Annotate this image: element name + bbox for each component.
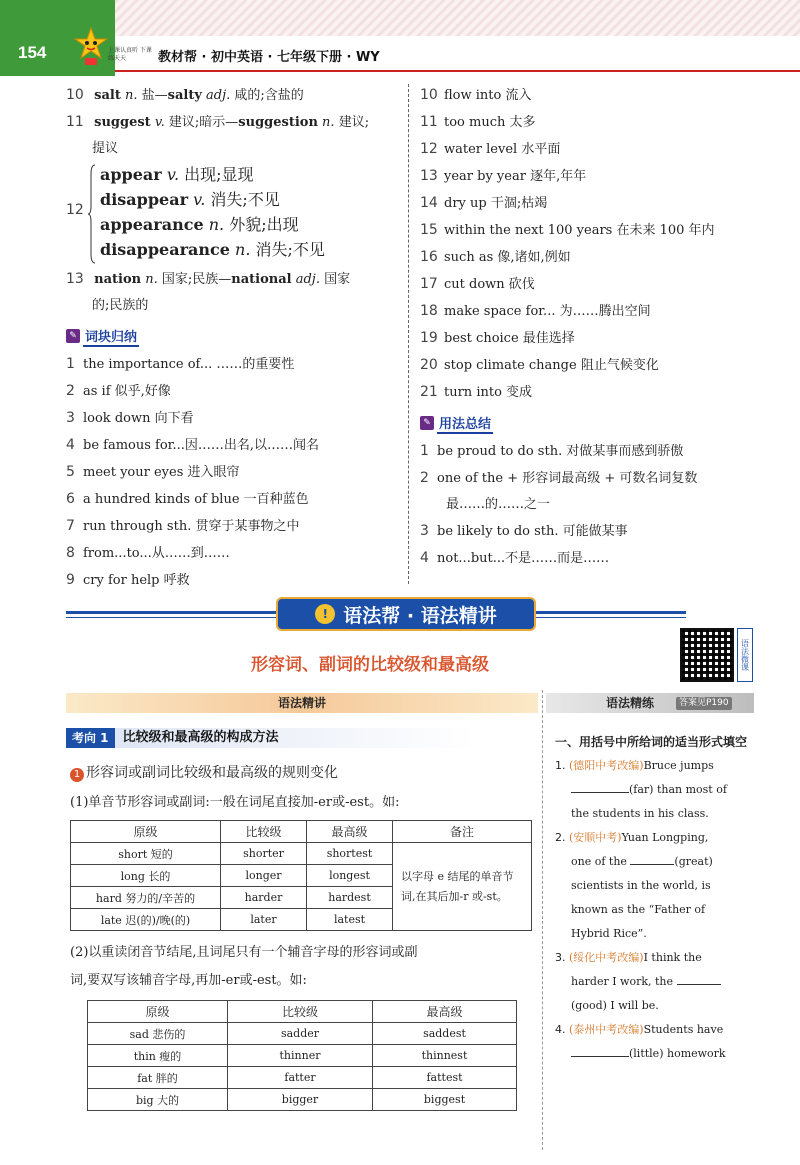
answer-blank[interactable] [630,853,674,865]
vocab-item-11: 11 suggest v. 建议;暗示—suggestion n. 建议; [66,114,370,130]
kaoxiang-badge: 考向 1 [66,728,115,748]
list-item [420,109,760,136]
table-header-row [88,1001,517,1023]
list-item [66,567,396,594]
item-text: the importance of... ……的重要性 [83,357,295,372]
list-item [420,518,760,545]
table-header-cell: 最高级 [307,821,393,843]
item-text: be proud to do sth. 对做某事而感到骄傲 [437,444,684,459]
item-text: run through sth. 贯穿于某事物之中 [83,519,300,534]
list-item [66,513,396,540]
exercise-item-1: 1. (德阳中考改编)Bruce jumps (far) than most of the students in his class. [555,759,727,820]
grammar-explain-header: 语法精讲 [66,693,538,713]
header-rule [115,70,800,72]
answer-blank[interactable] [571,1045,629,1057]
table-cell: thinnest [373,1045,517,1067]
item-text: dry up 干涸;枯竭 [444,196,548,211]
list-item [420,379,760,406]
table-row [88,1067,517,1089]
table-cell: late 迟(的)/晚(的) [71,909,221,931]
table-cell: shortest [307,843,393,865]
table-cell: big 大的 [88,1089,228,1111]
phrases-list-right [420,82,760,406]
item-number: 14 [420,195,438,211]
item-number: 7 [66,518,75,534]
list-item [420,190,760,217]
answer-reference-badge: 答案见P190 [676,697,732,710]
list-item [420,82,760,109]
item-text: from...to...从……到…… [83,546,230,561]
page-number: 154 [18,43,47,62]
table-cell: fatter [228,1067,373,1089]
table-cell: fat 胖的 [88,1067,228,1089]
item-number: 10 [420,87,438,103]
vocab-item-12: 12 appear v. 出现;显现 disappear v. 消失;不见 appearance n. 外貌;出现 disappearance n. 消失;不见 [66,162,396,266]
table-cell: bigger [228,1089,373,1111]
item-text: meet your eyes 进入眼帘 [83,465,240,480]
grammar-banner [276,597,536,631]
header-stripe [115,0,800,36]
list-item-cont: 最……的……之一 [446,497,551,512]
table-row [88,1045,517,1067]
item-number: 2 [66,383,75,399]
table-cell: short 短的 [71,843,221,865]
table-cell: biggest [373,1089,517,1111]
item-text: make space for... 为……腾出空间 [444,304,651,319]
brace-icon [88,164,96,264]
item-number: 16 [420,249,438,265]
item-text: best choice 最佳选择 [444,331,575,346]
item-number: 8 [66,545,75,561]
item-text: one of the + 形容词最高级 + 可数名词复数 [437,471,698,486]
item-number: 6 [66,491,75,507]
list-item [66,405,396,432]
table-header-cell: 原级 [71,821,221,843]
item-number: 1 [420,443,429,459]
grammar-practice-header: 语法精练 [546,693,754,713]
list-item [420,545,760,572]
item-number: 18 [420,303,438,319]
table-header-cell: 备注 [393,821,532,843]
list-item [420,244,760,271]
answer-blank[interactable] [571,781,629,793]
table-cell: harder [221,887,307,909]
column-divider [408,84,409,584]
item-text: turn into 变成 [444,385,533,400]
vocab-item-13-cont: 的;民族的 [92,298,149,313]
usage-tag-icon: ✎ [420,416,434,430]
item-number: 21 [420,384,438,400]
item-number: 3 [420,523,429,539]
table-cell: latest [307,909,393,931]
table-header-cell: 比较级 [221,821,307,843]
vocab-12-appearance: appearance n. 外貌;出现 [100,215,299,234]
list-item [420,298,760,325]
item-text: within the next 100 years 在未来 100 年内 [444,223,715,238]
item-number: 13 [420,168,438,184]
item-text: year by year 逐年,年年 [444,169,587,184]
item-number: 9 [66,572,75,588]
lower-column-divider [542,690,543,1150]
list-item [420,271,760,298]
item-number: 17 [420,276,438,292]
table-cell: longest [307,865,393,887]
item-text: as if 似乎,好像 [83,384,171,399]
item-text: look down 向下看 [83,411,194,426]
banner-title: 语法帮 · 语法精讲 [343,604,497,627]
exercise-item-4: 4. (泰州中考改编)Students have (little) homework [555,1023,726,1060]
rule-para-2a: (2)以重读闭音节结尾,且词尾只有一个辅音字母的形容词或副 [70,945,418,960]
item-number: 12 [420,141,438,157]
phrases-list-left [66,351,396,594]
usage-list [420,438,760,572]
list-item [420,136,760,163]
item-number: 3 [66,410,75,426]
comparison-table-2 [87,1000,517,1111]
exercise-item-2: 2. (安顺中考)Yuan Longping, one of the (great) scientists in the world, is known as the “Father of Hybrid Rice”. [555,831,713,940]
item-text: be likely to do sth. 可能做某事 [437,524,628,539]
table-cell: sad 悲伤的 [88,1023,228,1045]
exercise-item-3: 3. (绥化中考改编)I think the harder I work, the (good) I will be. [555,946,755,1018]
item-text: not...but...不是……而是…… [437,551,610,566]
table-row [88,1023,517,1045]
table-row [71,843,532,865]
table-cell: later [221,909,307,931]
header-slogan: 上课认真听 下课练天天 [108,47,152,62]
vocab-item-10: 10 salt n. 盐—salty adj. 咸的;含盐的 [66,87,304,103]
item-number: 5 [66,464,75,480]
table-cell: thinner [228,1045,373,1067]
table-note: 以字母 e 结尾的单音节词,在其后加-r 或-st。 [393,843,532,931]
item-text: cut down 砍伐 [444,277,535,292]
item-number: 2 [420,470,429,486]
list-item [66,351,396,378]
right-column [420,82,760,572]
table-header-row [71,821,532,843]
star-mascot-icon [74,26,108,66]
left-column [66,82,396,594]
item-number: 20 [420,357,438,373]
table-cell: sadder [228,1023,373,1045]
item-number: 19 [420,330,438,346]
list-item [420,163,760,190]
table-cell: saddest [373,1023,517,1045]
list-item [66,486,396,513]
item-text: a hundred kinds of blue 一百种蓝色 [83,492,309,507]
item-number: 1 [66,356,75,372]
phrases-section-tag: ✎ 词块归纳 [66,323,396,349]
item-number: 4 [420,550,429,566]
list-item [66,459,396,486]
table-header-cell: 原级 [88,1001,228,1023]
list-item [420,217,760,244]
table-header-cell: 比较级 [228,1001,373,1023]
vocab-12-appear: appear v. 出现;显现 [100,165,254,184]
list-item [420,438,760,465]
table-row [88,1089,517,1111]
vocab-12-disappearance: disappearance n. 消失;不见 [100,240,325,259]
usage-section-tag: ✎ 用法总结 [420,410,760,436]
table-cell: shorter [221,843,307,865]
list-item [66,432,396,459]
table-cell: long 长的 [71,865,221,887]
list-item [420,465,760,492]
list-item [420,325,760,352]
item-number: 15 [420,222,438,238]
exercise-column [555,730,755,1066]
vocab-12-disappear: disappear v. 消失;不见 [100,190,280,209]
answer-blank[interactable] [677,973,721,985]
item-text: cry for help 呼救 [83,573,190,588]
rule-para-1: (1)单音节形容词或副词:一般在词尾直接加-er或-est。如: [70,795,400,810]
item-text: water level 水平面 [444,142,561,157]
kaoxiang-title: 比较级和最高级的构成方法 [115,728,475,748]
table-cell: longer [221,865,307,887]
header-title: 教材帮 · 初中英语 · 七年级下册 · WY [158,50,380,65]
main-title: 形容词、副词的比较级和最高级 [251,655,489,675]
list-item [66,378,396,405]
table-cell: hardest [307,887,393,909]
page-header [0,0,800,78]
lightbulb-icon: ! [315,604,335,624]
table-cell: hard 努力的/辛苦的 [71,887,221,909]
item-text: be famous for...因……出名,以……闻名 [83,438,319,453]
item-text: such as 像,诸如,例如 [444,250,571,265]
item-number: 4 [66,437,75,453]
item-text: flow into 流入 [444,88,532,103]
list-item [66,540,396,567]
rule-number-badge: 1 [70,768,84,782]
vocab-item-11-cont: 提议 [92,141,119,156]
table-header-cell: 最高级 [373,1001,517,1023]
qr-label: 语法微课 [737,628,753,682]
rule-heading: 1 形容词或副词比较级和最高级的规则变化 [70,762,338,782]
table-cell: fattest [373,1067,517,1089]
rule-para-2b: 词,要双写该辅音字母,再加-er或-est。如: [70,973,307,988]
exercise-title: 一、用括号中所给词的适当形式填空 [555,735,748,749]
item-text: too much 太多 [444,115,536,130]
kaoxiang-heading [66,727,475,749]
item-text: stop climate change 阻止气候变化 [444,358,659,373]
list-item [420,352,760,379]
item-number: 11 [420,114,438,130]
phrases-tag-icon: ✎ [66,329,80,343]
vocab-item-13: 13 nation n. 国家;民族—national adj. 国家 [66,271,351,287]
comparison-table-1 [70,820,532,931]
table-cell: thin 瘦的 [88,1045,228,1067]
